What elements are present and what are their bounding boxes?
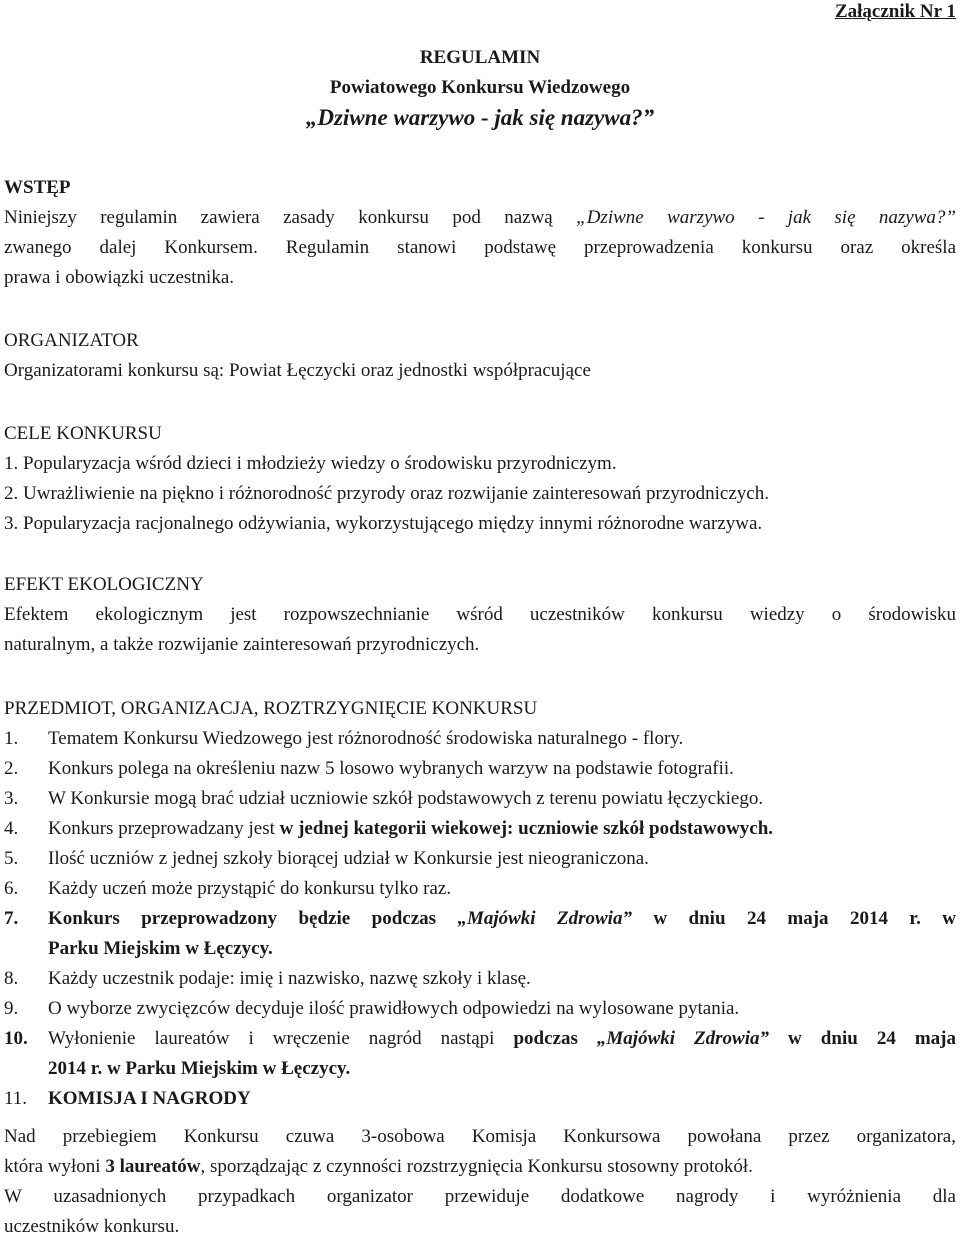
subject-heading: PRZEDMIOT, ORGANIZACJA, ROZTRZYGNIĘCIE KONKURSU [4,698,538,719]
rule-item: 7. Konkurs przeprowadzony będzie podczas „Majówki Zdrowia” w dniu 24 maja 2014 r. w Parku Miejskim w Łęczycy. [4,908,957,959]
rule-item: 6. Każdy uczeń może przystąpić do konkursu tylko raz. [4,878,452,899]
intro-line-2: zwanego dalej Konkursem. Regulamin stanowi podstawę przeprowadzenia konkursu oraz określa [4,237,956,258]
title-line-3: „Dziwne warzywo - jak się nazywa?” [305,105,655,130]
intro-line-1 [4,203,956,233]
eco-section [4,570,956,660]
intro-section [4,173,956,293]
rule-item: 4. Konkurs przeprowadzany jest w jednej kategorii wiekowej: uczniowie szkół podstawowych. [4,818,774,839]
committee-line-3: W uzasadnionych przypadkach organizator przewiduje dodatkowe nagrody i wyróżnienia dla [4,1186,956,1207]
rule-item: 10. Wyłonienie laureatów i wręczenie nagród nastąpi podczas „Majówki Zdrowia” w dniu 24 maja 2014 r. w Parku Miejskim w Łęczycy. [4,1028,957,1079]
title-line-2: Powiatowego Konkursu Wiedzowego [329,77,631,98]
goals-section [4,419,956,539]
committee-line-4: uczestników konkursu. [4,1216,180,1237]
intro-line-3: prawa i obowiązki uczestnika. [4,267,235,288]
annex-label: Załącznik Nr 1 [834,1,956,22]
committee-line-2: która wyłoni 3 laureatów, sporządzając z czynności rozstrzygnięcia Konkursu stosowny protokół. [4,1156,753,1177]
title-block [4,43,956,133]
goal-item-3: 3. Popularyzacja racjonalnego odżywiania, wykorzystującego między innymi różnorodne warzywa. [4,513,763,534]
organizer-section [4,326,956,386]
title-line-1: REGULAMIN [419,47,541,68]
eco-heading: EFEKT EKOLOGICZNY [4,574,204,595]
eco-line-1: Efektem ekologicznym jest rozpowszechnianie wśród uczestników konkursu wiedzy o środowisku [4,604,956,625]
intro-heading: WSTĘP [4,177,71,198]
rule-item: 11. KOMISJA I NAGRODY [4,1088,251,1109]
rule-item: 1. Tematem Konkursu Wiedzowego jest różnorodność środowiska naturalnego - flory. [4,728,684,749]
intro-contest-name: „Dziwne warzywo - jak się nazywa?” [576,207,956,228]
rule-item: 2. Konkurs polega na określeniu nazw 5 losowo wybranych warzyw na podstawie fotografii. [4,758,734,779]
organizer-text: Organizatorami konkursu są: Powiat Łęczycki oraz jednostki współpracujące [4,360,591,381]
eco-line-2: naturalnym, a także rozwijanie zainteresowań przyrodniczych. [4,634,480,655]
intro-text-a: Niniejszy regulamin zawiera zasady konkursu pod nazwą [4,207,577,228]
rule-item: 9. O wyborze zwycięzców decyduje ilość prawidłowych odpowiedzi na wylosowane pytania. [4,998,740,1019]
goal-item-1: 1. Popularyzacja wśród dzieci i młodzieży wiedzy o środowisku przyrodniczym. [4,453,617,474]
rule-item: 3. W Konkursie mogą brać udział uczniowie szkół podstawowych z terenu powiatu łęczyckiego. [4,788,764,809]
rule-item: 8. Każdy uczestnik podaje: imię i nazwisko, nazwę szkoły i klasę. [4,968,531,989]
committee-section [4,1122,956,1242]
goal-item-2: 2. Uwrażliwienie na piękno i różnorodność przyrody oraz rozwijanie zainteresowań przyrodniczych. [4,483,769,504]
organizer-heading: ORGANIZATOR [4,330,139,351]
goals-heading: CELE KONKURSU [4,423,162,444]
committee-line-1: Nad przebiegiem Konkursu czuwa 3-osobowa Komisja Konkursowa powołana przez organizatora, [4,1126,956,1147]
rule-item: 5. Ilość uczniów z jednej szkoły biorącej udział w Konkursie jest nieograniczona. [4,848,649,869]
subject-section [4,694,956,1114]
